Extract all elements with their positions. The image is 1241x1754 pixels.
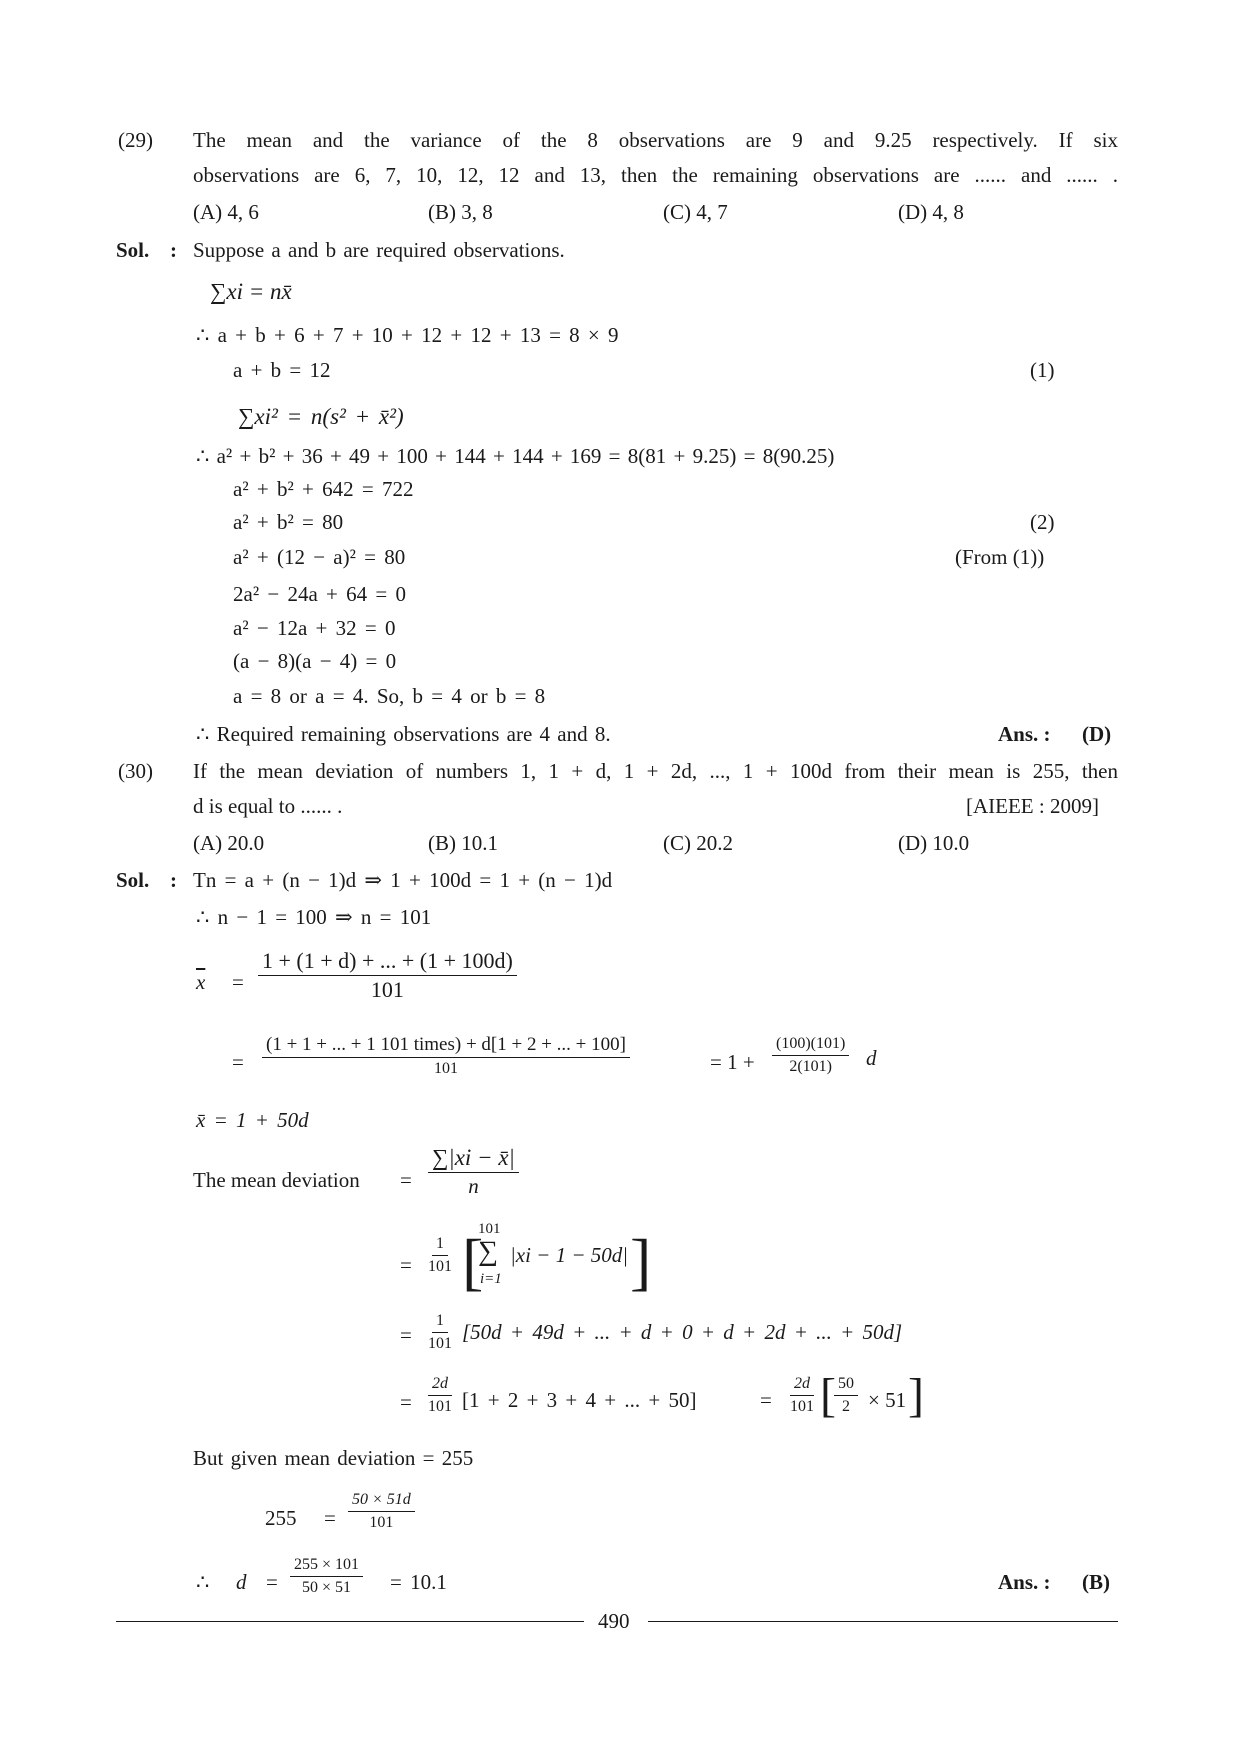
q30-md3-coef-den: 101 <box>428 1335 452 1352</box>
q30-sol-colon: : <box>170 868 177 892</box>
q30-xbar-numerator: 1 + (1 + d) + ... + (1 + 100d) <box>258 950 517 976</box>
q30-eqA-lhs: 255 <box>265 1506 297 1530</box>
q29-question-line2: observations are 6, 7, 10, 12, 12 and 13, then the remaining observations are ...... and ...... . <box>193 163 1118 187</box>
q30-question-line2: d is equal to ...... . <box>193 794 343 818</box>
q29-eq-substitute: a² + (12 − a)² = 80 <box>233 545 406 569</box>
q30-xbar-denominator: 101 <box>370 977 404 1002</box>
q29-eq-factored: (a − 8)(a − 4) = 0 <box>233 649 397 673</box>
q29-eq-80: a² + b² = 80 <box>233 510 344 534</box>
q30-md2-bracket-open: [ <box>462 1226 484 1297</box>
q30-given: But given mean deviation = 255 <box>193 1446 474 1470</box>
q29-question-line1: The mean and the variance of the 8 observations are 9 and 9.25 respectively. If six <box>193 128 1118 152</box>
q29-option-c: (C) 4, 7 <box>663 200 728 224</box>
q30-md3-equals: = <box>400 1323 412 1347</box>
q29-sol-colon: : <box>170 238 177 262</box>
q29-tag-1: (1) <box>1030 358 1055 382</box>
q30-md-fraction <box>428 1146 519 1197</box>
q30-option-d: (D) 10.0 <box>898 831 970 855</box>
q29-option-a: (A) 4, 6 <box>193 200 259 224</box>
q30-eqA-equals: = <box>324 1506 336 1530</box>
q30-therefore: ∴ <box>196 1570 210 1594</box>
q30-md4-bracket-close: ] <box>908 1369 924 1422</box>
q30-md4-rhs-coef-num: 2d <box>790 1376 814 1396</box>
q30-option-a: (A) 20.0 <box>193 831 265 855</box>
q30-question-line1: If the mean deviation of numbers 1, 1 + d, 1 + 2d, ..., 1 + 100d from their mean is 255, then <box>193 759 1118 783</box>
q30-d-denominator: 50 × 51 <box>302 1579 352 1596</box>
q29-eq-sum-xi-squared: ∑xi² = n(s² + x̄²) <box>238 404 404 429</box>
q29-tag-from-1: (From (1)) <box>955 545 1045 569</box>
q30-xbar2-denominator: 101 <box>433 1060 458 1077</box>
q29-answer: (D) <box>1082 722 1112 746</box>
q30-md4-rhs-inner-den: 2 <box>842 1398 850 1415</box>
q30-md4-coef-den: 101 <box>428 1398 452 1415</box>
q29-eq-a-plus-b: a + b = 12 <box>233 358 331 382</box>
q30-md2-equals: = <box>400 1253 412 1277</box>
q30-md2-upper: 101 <box>478 1221 501 1237</box>
q30-eq-n: ∴ n − 1 = 100 ⇒ n = 101 <box>196 905 432 929</box>
q29-conclusion: ∴ Required remaining observations are 4 and 8. <box>196 722 611 746</box>
q30-md4-equals-2: = <box>760 1388 772 1412</box>
q30-md-label: The mean deviation <box>193 1168 360 1192</box>
q30-md3-body: [50d + 49d + ... + d + 0 + d + 2d + ... + 50d] <box>462 1320 903 1344</box>
q30-md4-coef <box>424 1376 456 1415</box>
q30-eq-nth-term: Tn = a + (n − 1)d ⇒ 1 + 100d = 1 + (n − 1)d <box>193 868 613 892</box>
q30-d-result: = 10.1 <box>390 1570 447 1594</box>
q30-md4-rhs-coef-den: 101 <box>790 1398 814 1415</box>
q30-md3-coef <box>424 1313 456 1352</box>
q30-md2-body: |xi − 1 − 50d| <box>510 1243 629 1267</box>
q30-xbar2-fraction <box>262 1035 630 1077</box>
q29-option-d: (D) 4, 8 <box>898 200 964 224</box>
q30-answer: (B) <box>1082 1570 1110 1594</box>
q30-xbar-result: x̄ = 1 + 50d <box>196 1108 309 1132</box>
q30-d-fraction <box>290 1557 363 1596</box>
q30-md4-bracket-open: [ <box>820 1369 836 1422</box>
footer-rule-left <box>116 1621 584 1622</box>
q29-eq-sum-total: ∴ a + b + 6 + 7 + 10 + 12 + 12 + 13 = 8 × 9 <box>196 323 619 347</box>
q30-md4-rhs-inner-fraction <box>834 1376 858 1415</box>
q30-d-equals: = <box>266 1570 278 1594</box>
q30-md4-rhs-inner-num: 50 <box>834 1376 858 1396</box>
q29-answer-label: Ans. : <box>998 722 1051 746</box>
q30-xbar2-numerator: (1 + 1 + ... + 1 101 times) + d[1 + 2 + ... + 100] <box>262 1035 630 1058</box>
q30-answer-label: Ans. : <box>998 1570 1051 1594</box>
q30-md2-lower: i=1 <box>480 1271 502 1287</box>
q30-md-equals: = <box>400 1168 412 1192</box>
footer-rule-right <box>648 1621 1118 1622</box>
q30-md4-rhs-tail: × 51 <box>868 1388 907 1412</box>
q30-md4-rhs-coef <box>786 1376 818 1415</box>
q29-eq-quadratic: 2a² − 24a + 64 = 0 <box>233 582 406 606</box>
q30-md-denominator: n <box>468 1174 479 1198</box>
q30-eqA-fraction <box>348 1492 415 1531</box>
q30-md2-bracket-close: ] <box>630 1226 652 1297</box>
q29-sol-intro: Suppose a and b are required observations. <box>193 238 565 262</box>
q29-tag-2: (2) <box>1030 510 1055 534</box>
q30-md4-coef-num: 2d <box>428 1376 452 1396</box>
q29-eq-roots: a = 8 or a = 4. So, b = 4 or b = 8 <box>233 684 546 708</box>
q29-eq-642: a² + b² + 642 = 722 <box>233 477 414 501</box>
q30-md2-sigma: ∑ <box>478 1236 498 1267</box>
q30-number: (30) <box>118 759 153 783</box>
q30-option-c: (C) 20.2 <box>663 831 733 855</box>
q30-source: [AIEEE : 2009] <box>966 794 1099 818</box>
q29-eq-sum-xi: ∑xi = nx̄ <box>210 279 292 304</box>
q30-sol-label: Sol. <box>116 868 150 892</box>
q30-md4-equals: = <box>400 1390 412 1414</box>
q30-eqA-denominator: 101 <box>369 1514 394 1531</box>
q30-option-b: (B) 10.1 <box>428 831 498 855</box>
q30-equals: = <box>232 970 244 994</box>
q30-xbar2-rhs-numerator: (100)(101) <box>772 1036 849 1056</box>
q30-md4-body: [1 + 2 + 3 + 4 + ... + 50] <box>462 1388 697 1412</box>
q30-md2-coef <box>424 1236 456 1275</box>
q29-eq-squares-total: ∴ a² + b² + 36 + 49 + 100 + 144 + 144 + 169 = 8(81 + 9.25) = 8(90.25) <box>196 444 835 468</box>
q30-md3-coef-num: 1 <box>432 1313 448 1333</box>
q30-d-numerator: 255 × 101 <box>290 1557 363 1577</box>
q30-equals-3: = 1 + <box>710 1050 755 1074</box>
q29-option-b: (B) 3, 8 <box>428 200 493 224</box>
q29-number: (29) <box>118 128 153 152</box>
page-number: 490 <box>598 1609 630 1633</box>
q30-equals-2: = <box>232 1050 244 1074</box>
q29-sol-label: Sol. <box>116 238 150 262</box>
q30-xbar-symbol: $\overline{x}$ <box>196 970 206 994</box>
q30-xbar-fraction <box>258 950 517 1001</box>
q29-eq-quadratic-simplified: a² − 12a + 32 = 0 <box>233 616 396 640</box>
q30-xbar2-d: d <box>866 1046 877 1070</box>
q30-xbar2-rhs-denominator: 2(101) <box>789 1058 832 1075</box>
q30-md-numerator: ∑|xi − x̄| <box>428 1146 519 1173</box>
q30-md2-coef-den: 101 <box>428 1258 452 1275</box>
q30-d-symbol: d <box>236 1570 247 1594</box>
q30-md2-coef-num: 1 <box>432 1236 448 1256</box>
q30-eqA-numerator: 50 × 51d <box>348 1492 415 1512</box>
q30-xbar2-rhs-fraction <box>772 1036 849 1075</box>
